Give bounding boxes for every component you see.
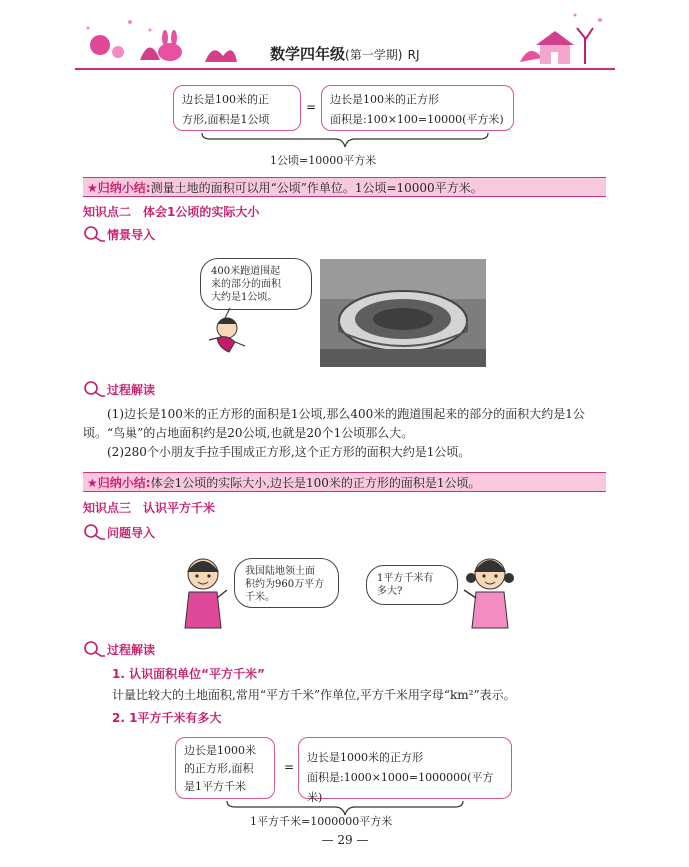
section-scene-intro: 情景导入 (83, 225, 155, 243)
section-process-reading: 过程解读 (83, 640, 155, 658)
girl-with-pigtails-illustration (458, 550, 518, 632)
magnifier-icon (83, 225, 105, 243)
brace (200, 131, 490, 149)
flying-kid-illustration (205, 308, 250, 358)
cloud-icon (205, 50, 237, 62)
header-title: 数学四年级(第一学期) RJ (270, 45, 420, 63)
header-rule (75, 68, 615, 70)
section-question-intro: 问题导入 (83, 523, 155, 541)
magnifier-icon (83, 640, 105, 658)
sqkm-right-box: 边长是1000米的正方形 面积是:1000×1000=1000000(平方米) (298, 737, 512, 799)
subheading: 1. 认识面积单位“平方千米” (112, 667, 265, 681)
flower-icon (112, 46, 124, 58)
leaf-icon (520, 51, 542, 62)
bunny-icon (158, 43, 182, 61)
speech-bubble-left: 我国陆地领土面 积约为960万平方 千米。 (234, 558, 339, 608)
subheading: 2. 1平方千米有多大 (112, 711, 222, 725)
knowledge-point-title: 知识点三 认识平方千米 (83, 501, 216, 515)
equals-sign: = (306, 100, 317, 114)
section-process-reading: 过程解读 (83, 380, 155, 398)
hectare-left-box: 边长是100米的正 方形,面积是1公顷 (173, 85, 301, 131)
magnifier-icon (83, 523, 105, 541)
tree-icon (577, 28, 593, 64)
sqkm-left-box: 边长是1000米 的正方形,面积 是1平方千米 (175, 737, 275, 799)
sqkm-caption: 1平方千米=1000000平方米 (250, 815, 393, 828)
process-paragraphs (83, 405, 606, 462)
summary-box: ★归纳小结:测量土地的面积可以用“公顷”作单位。1公顷=10000平方米。 (83, 177, 606, 197)
summary-box: ★归纳小结:体会1公顷的实际大小,边长是100米的正方形的面积是1公顷。 (83, 472, 606, 492)
knowledge-point-title: 知识点二 体会1公顷的实际大小 (83, 205, 260, 219)
equals-sign: = (284, 760, 295, 774)
flower-icon (90, 35, 110, 55)
stadium-photo (320, 259, 486, 367)
girl-illustration (175, 552, 230, 632)
magnifier-icon (83, 380, 105, 398)
speech-bubble-right: 1平方千米有 多大? (366, 565, 458, 605)
hectare-right-box: 边长是100米的正方形 面积是:100×100=10000(平方米) (321, 85, 514, 131)
page-number: — 29 — (321, 833, 369, 847)
speech-bubble: 400米跑道围起 来的部分的面积 大约是1公顷。 (200, 258, 312, 310)
hectare-caption: 1公顷=10000平方米 (270, 154, 377, 167)
paragraph: (1)边长是100米的正方形的面积是1公顷,那么400米的跑道围起来的部分的面积大约是1公顷。“鸟巢”的占地面积约是20公顷,也就是20个1公顷那么大。 (83, 407, 585, 440)
paragraph: 计量比较大的土地面积,常用“平方千米”作单位,平方千米用字母“km²”表示。 (112, 688, 516, 702)
leaf-icon (140, 48, 160, 61)
paragraph: (2)280个小朋友手拉手围成正方形,这个正方形的面积大约是1公顷。 (107, 445, 471, 459)
